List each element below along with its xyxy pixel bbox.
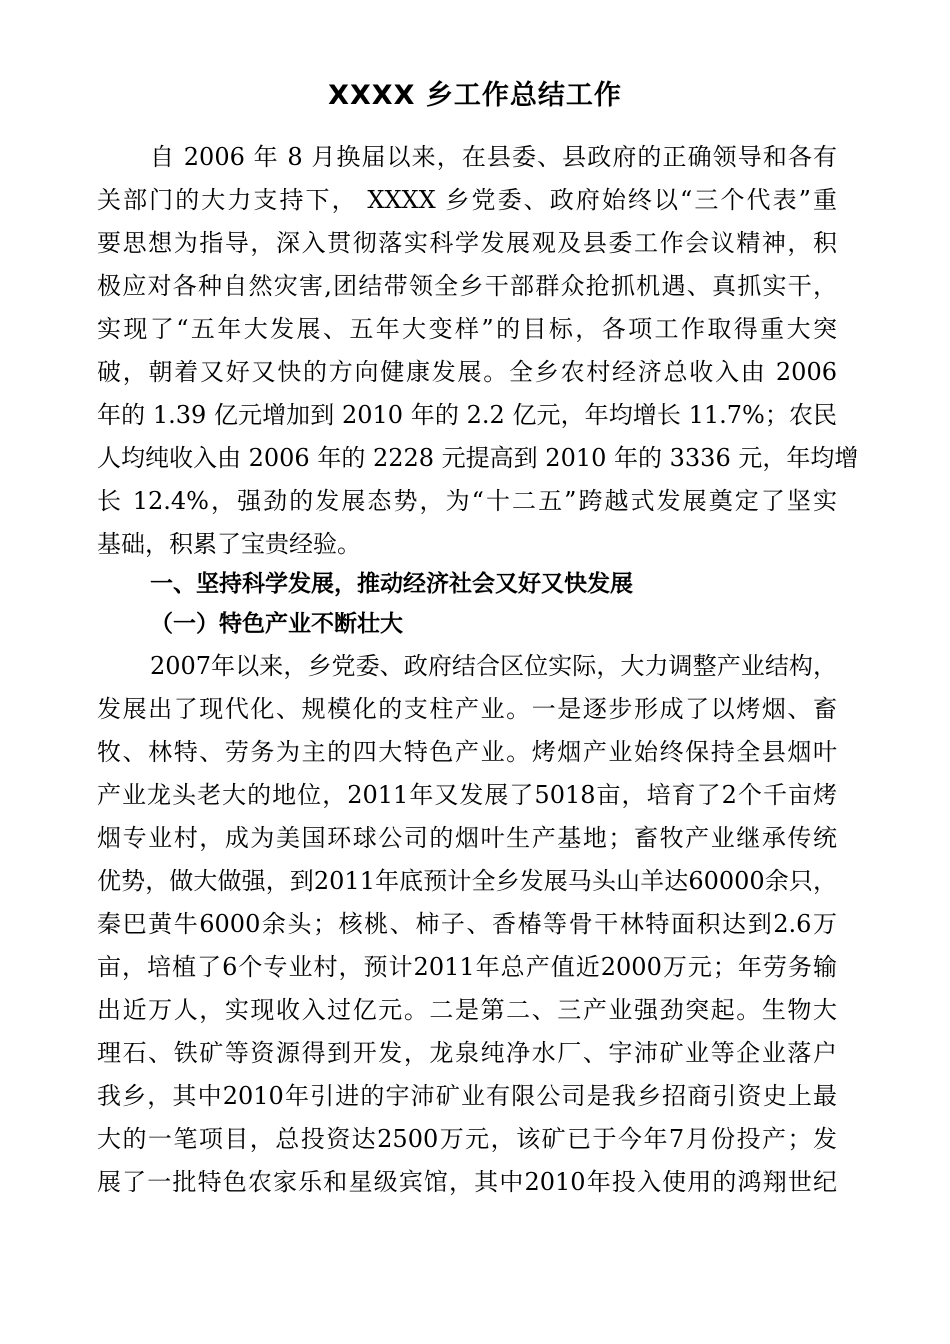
paragraph-line: 出近万人，实现收入过亿元。二是第二、三产业强劲突起。生物大 [97, 996, 837, 1024]
paragraph-line: 要思想为指导，深入贯彻落实科学发展观及县委工作会议精神，积 [97, 229, 837, 257]
paragraph-line: 实现了“五年大发展、五年大变样”的目标，各项工作取得重大突 [97, 315, 837, 343]
document-title: XXXX 乡工作总结工作 [328, 80, 622, 111]
paragraph-line: 烟专业村，成为美国环球公司的烟叶生产基地；畜牧产业继承传统 [97, 824, 837, 852]
paragraph-line: 破，朝着又好又快的方向健康发展。全乡农村经济总收入由 2006 [97, 358, 837, 386]
section-heading: 一、坚持科学发展，推动经济社会又好又快发展 [150, 571, 633, 597]
paragraph-line: 基础，积累了宝贵经验。 [97, 530, 361, 558]
paragraph-line: 2007年以来，乡党委、政府结合区位实际，大力调整产业结构， [150, 652, 837, 680]
paragraph-line: 年的 1.39 亿元增加到 2010 年的 2.2 亿元，年均增长 11.7%；农民 [97, 401, 837, 429]
subsection-heading: （一）特色产业不断壮大 [150, 610, 403, 637]
paragraph-line: 优势，做大做强，到2011年底预计全乡发展马头山羊达60000余只， [97, 867, 837, 895]
paragraph-line: 大的一笔项目，总投资达2500万元，该矿已于今年7月份投产；发 [97, 1125, 837, 1153]
paragraph-line: 牧、林特、劳务为主的四大特色产业。烤烟产业始终保持全县烟叶 [97, 738, 837, 766]
paragraph-line: 理石、铁矿等资源得到开发，龙泉纯净水厂、宇沛矿业等企业落户 [97, 1039, 837, 1067]
paragraph-line: 展了一批特色农家乐和星级宾馆，其中2010年投入使用的鸿翔世纪 [97, 1168, 837, 1196]
paragraph-line: 产业龙头老大的地位，2011年又发展了5018亩，培育了2个千亩烤 [97, 781, 837, 809]
paragraph-line: 秦巴黄牛6000余头；核桃、柿子、香椿等骨干林特面积达到2.6万 [97, 910, 837, 938]
paragraph-line: 自 2006 年 8 月换届以来，在县委、县政府的正确领导和各有 [150, 143, 837, 171]
paragraph-line: 长 12.4%，强劲的发展态势，为“十二五”跨越式发展奠定了坚实 [97, 487, 837, 515]
paragraph-line: 亩，培植了6个专业村，预计2011年总产值近2000万元；年劳务输 [97, 953, 837, 981]
paragraph-line: 人均纯收入由 2006 年的 2228 元提高到 2010 年的 3336 元，年均增 [97, 444, 859, 472]
paragraph-line: 极应对各种自然灾害,团结带领全乡干部群众抢抓机遇、真抓实干， [97, 272, 837, 300]
paragraph-line: 关部门的大力支持下， XXXX 乡党委、政府始终以“三个代表”重 [97, 186, 837, 214]
paragraph-line: 发展出了现代化、规模化的支柱产业。一是逐步形成了以烤烟、畜 [97, 695, 837, 723]
paragraph-line: 我乡，其中2010年引进的宇沛矿业有限公司是我乡招商引资史上最 [97, 1082, 837, 1110]
